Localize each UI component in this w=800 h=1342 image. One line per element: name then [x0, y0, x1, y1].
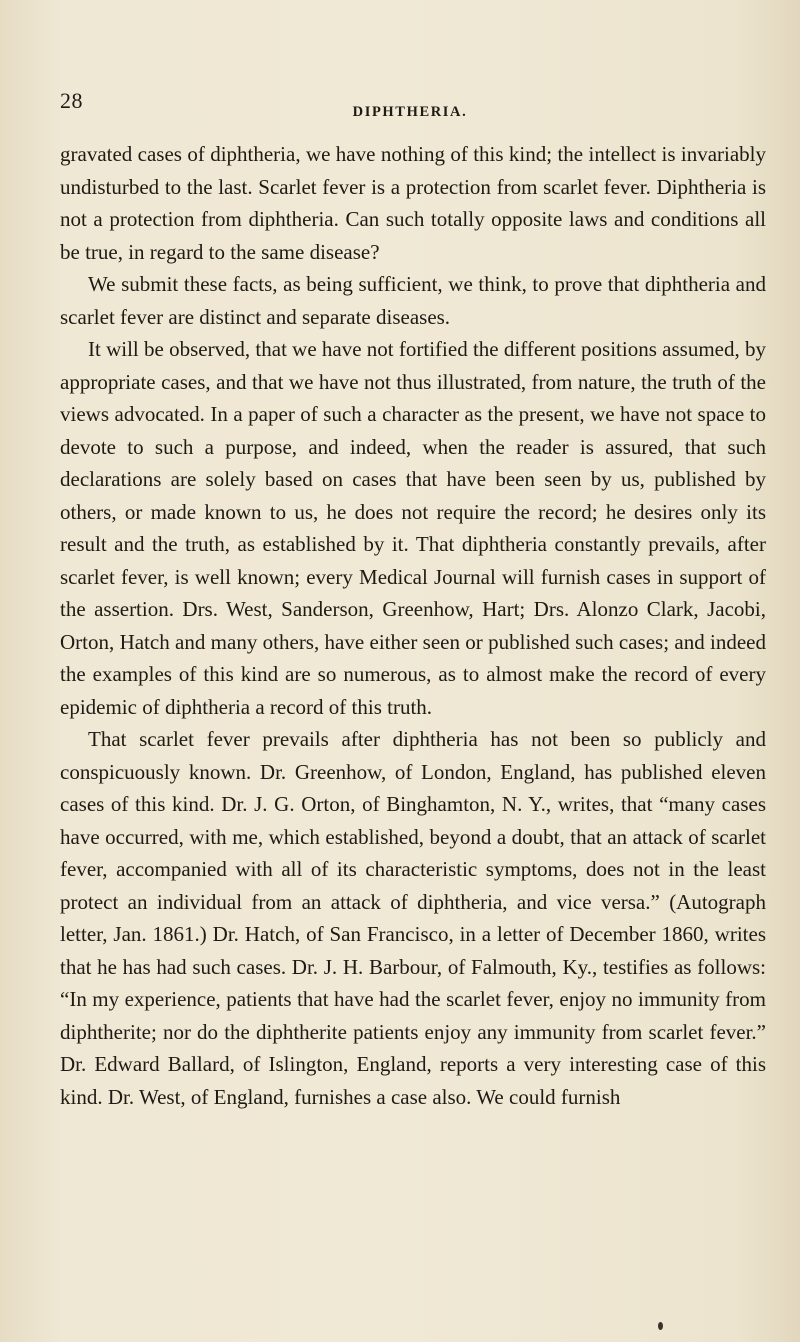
body-text [60, 138, 766, 1113]
paragraph: That scarlet fever prevails after diphtheria has not been so publicly and conspicuously known. Dr. Greenhow, of London, England, has published eleven cases of this kind. Dr. J. G. Orton, of Binghamton, N. Y., writes, that “many cases have occurred, with me, which established, beyond a doubt, that an attack of scarlet fever, accompanied with all of its characteristic symptoms, does not in the least protect an individual from an attack of diphtheria, and vice versa.” (Autograph letter, Jan. 1861.) Dr. Hatch, of San Francisco, in a letter of December 1860, writes that he has had such cases. Dr. J. H. Barbour, of Falmouth, Ky., testifies as follows: “In my experience, patients that have had the scarlet fever, enjoy no immunity from diphtherite; nor do the diphtherite patients enjoy any immunity from scarlet fever.” Dr. Edward Ballard, of Islington, England, reports a very interesting case of this kind. Dr. West, of England, furnishes a case also. We could furnish [60, 727, 766, 1109]
ink-mark [658, 1322, 663, 1330]
page-header [60, 88, 760, 128]
page-number: 28 [60, 88, 83, 113]
paragraph: We submit these facts, as being sufficient, we think, to prove that diphtheria and scarlet fever are distinct and separate diseases. [60, 272, 766, 329]
running-head: DIPHTHERIA. [352, 104, 468, 120]
paragraph: It will be observed, that we have not fortified the different positions assumed, by appropriate cases, and that we have not thus illustrated, from nature, the truth of the views advocated. In a paper of such a character as the present, we have not space to devote to such a purpose, and indeed, when the reader is assured, that such declarations are solely based on cases that have been seen by us, published by others, or made known to us, he does not require the record; he desires only its result and the truth, as established by it. That diphtheria constantly prevails, after scarlet fever, is well known; every Medical Journal will furnish cases in support of the assertion. Drs. West, Sanderson, Greenhow, Hart; Drs. Alonzo Clark, Jacobi, Orton, Hatch and many others, have either seen or published such cases; and indeed the examples of this kind are so numerous, as to almost make the record of every epidemic of diphtheria a record of this truth. [60, 337, 766, 719]
paragraph-continued: gravated cases of diphtheria, we have nothing of this kind; the intellect is invariably undisturbed to the last. Scarlet fever is a protection from scarlet fever. Diphtheria is not a protection from diphtheria. Can such totally opposite laws and conditions all be true, in regard to the same disease? [60, 142, 766, 264]
